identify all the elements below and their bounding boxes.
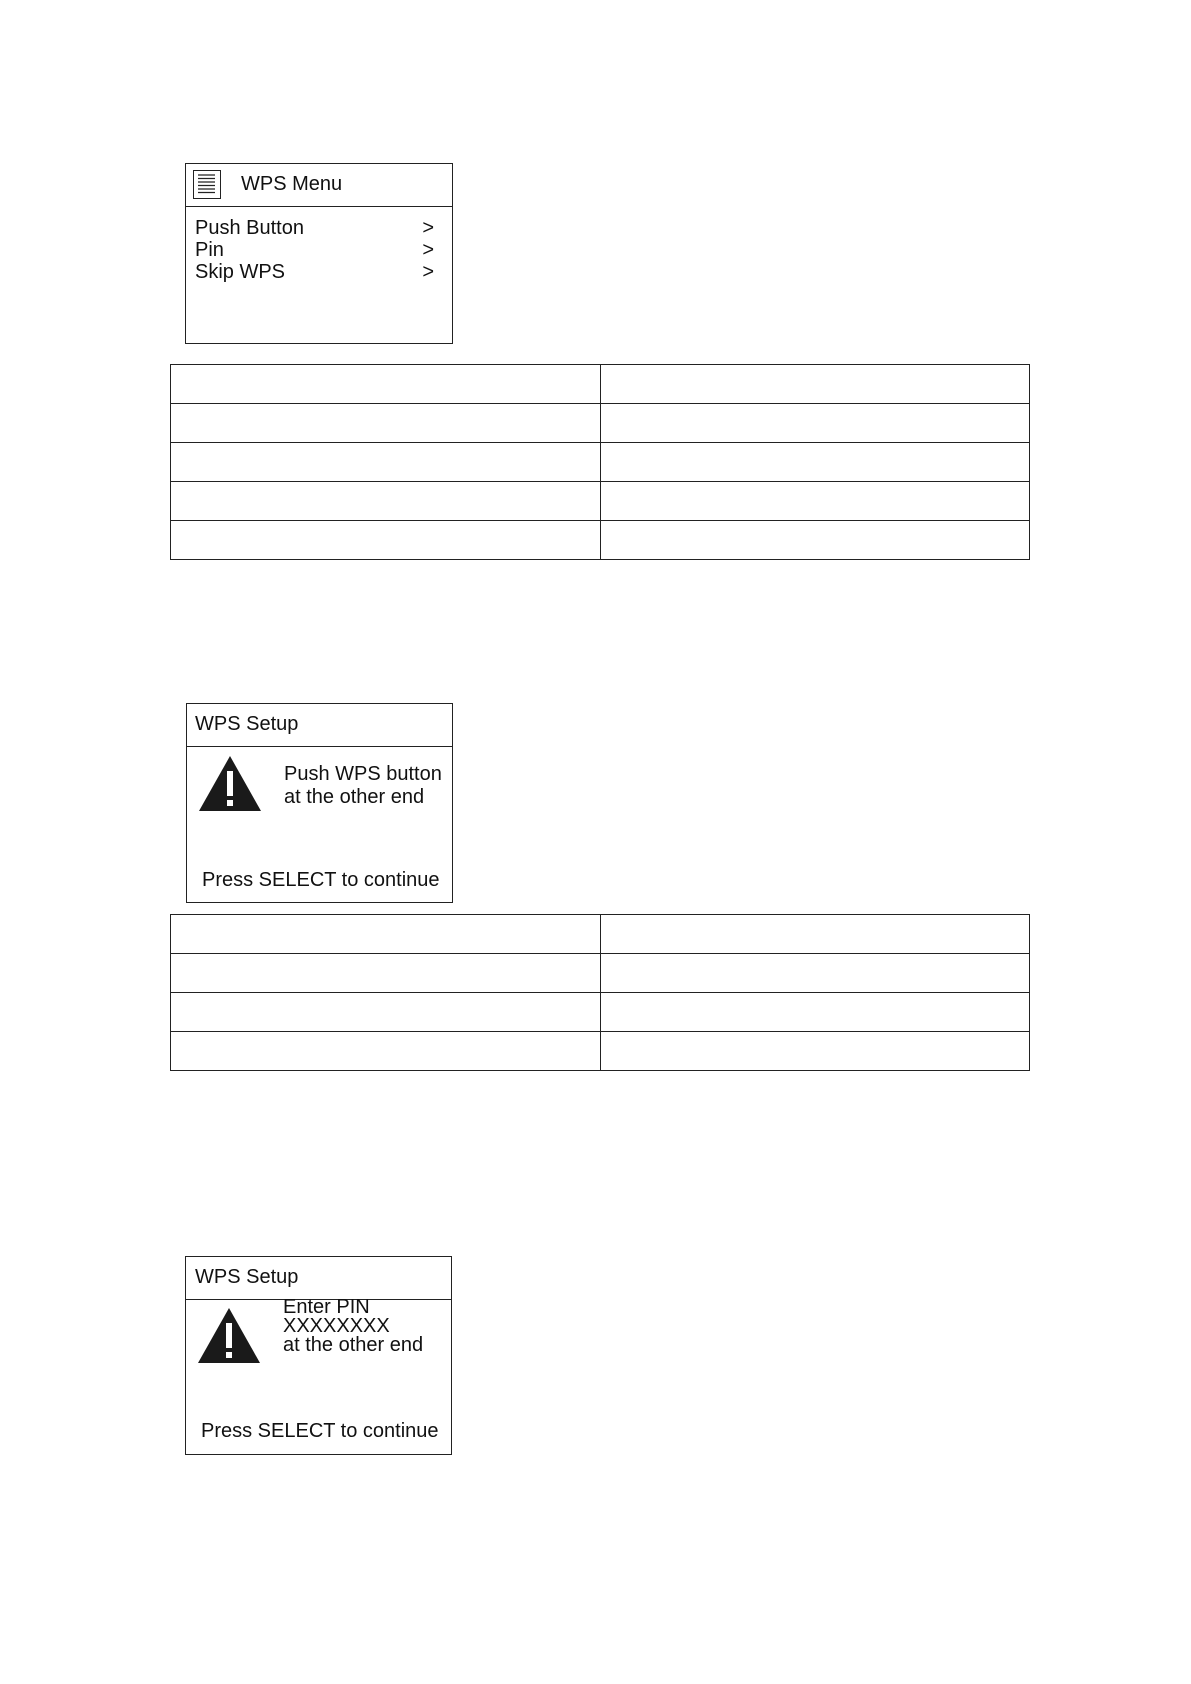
table-cell <box>600 404 1030 443</box>
message-line: at the other end <box>283 1334 424 1356</box>
wps-menu-title: WPS Menu <box>241 173 343 195</box>
table-cell <box>171 954 601 993</box>
menu-item-label: Push Button <box>195 217 304 239</box>
table-cell <box>171 521 601 560</box>
table-cell <box>171 404 601 443</box>
table-cell <box>600 521 1030 560</box>
table-row <box>171 404 1030 443</box>
table-row <box>171 1032 1030 1071</box>
wps-setup-pin-screen <box>185 1256 452 1455</box>
menu-item-pin[interactable] <box>195 239 434 261</box>
menu-item-label: Skip WPS <box>195 261 286 283</box>
table-cell <box>600 1032 1030 1071</box>
table-cell <box>171 365 601 404</box>
table-cell <box>171 1032 601 1071</box>
wps-setup-header <box>187 704 452 747</box>
menu-item-label: Pin <box>195 239 224 261</box>
table-cell <box>600 482 1030 521</box>
wps-menu-list <box>195 217 434 283</box>
table-cell <box>600 365 1030 404</box>
table-cell <box>600 954 1030 993</box>
wps-setup-title: WPS Setup <box>195 1266 299 1288</box>
message-line: Enter PIN <box>283 1296 370 1318</box>
wps-setup-title: WPS Setup <box>195 713 299 735</box>
table-row <box>171 521 1030 560</box>
warning-icon <box>197 1307 261 1365</box>
table-row <box>171 954 1030 993</box>
wps-push-message <box>284 763 442 809</box>
table-row <box>171 993 1030 1032</box>
pin-code: XXXXXXXX <box>283 1315 390 1337</box>
table-cell <box>171 915 601 954</box>
wps-setup-header <box>186 1257 451 1300</box>
table-row <box>171 365 1030 404</box>
chevron-right-icon: > <box>422 217 434 239</box>
message-line: Push WPS button <box>284 763 442 785</box>
wps-pin-message <box>283 1298 423 1355</box>
chevron-right-icon: > <box>422 261 434 283</box>
table-cell <box>600 443 1030 482</box>
table-cell <box>171 443 601 482</box>
menu-item-skip-wps[interactable] <box>195 261 434 283</box>
select-hint: Press SELECT to continue <box>201 1420 439 1442</box>
select-hint: Press SELECT to continue <box>202 869 440 891</box>
settings-table-1 <box>170 364 1030 560</box>
menu-item-push-button[interactable] <box>195 217 434 239</box>
table-row <box>171 915 1030 954</box>
table-cell <box>600 993 1030 1032</box>
table-cell <box>600 915 1030 954</box>
settings-table-2 <box>170 914 1030 1071</box>
menu-list-icon <box>193 170 221 199</box>
warning-icon <box>198 755 262 813</box>
table-cell <box>171 993 601 1032</box>
wps-menu-header <box>186 164 452 207</box>
wps-menu-screen <box>185 163 453 344</box>
chevron-right-icon: > <box>422 239 434 261</box>
table-row <box>171 443 1030 482</box>
table-row <box>171 482 1030 521</box>
message-line: at the other end <box>284 786 425 808</box>
table-cell <box>171 482 601 521</box>
wps-setup-push-screen <box>186 703 453 903</box>
